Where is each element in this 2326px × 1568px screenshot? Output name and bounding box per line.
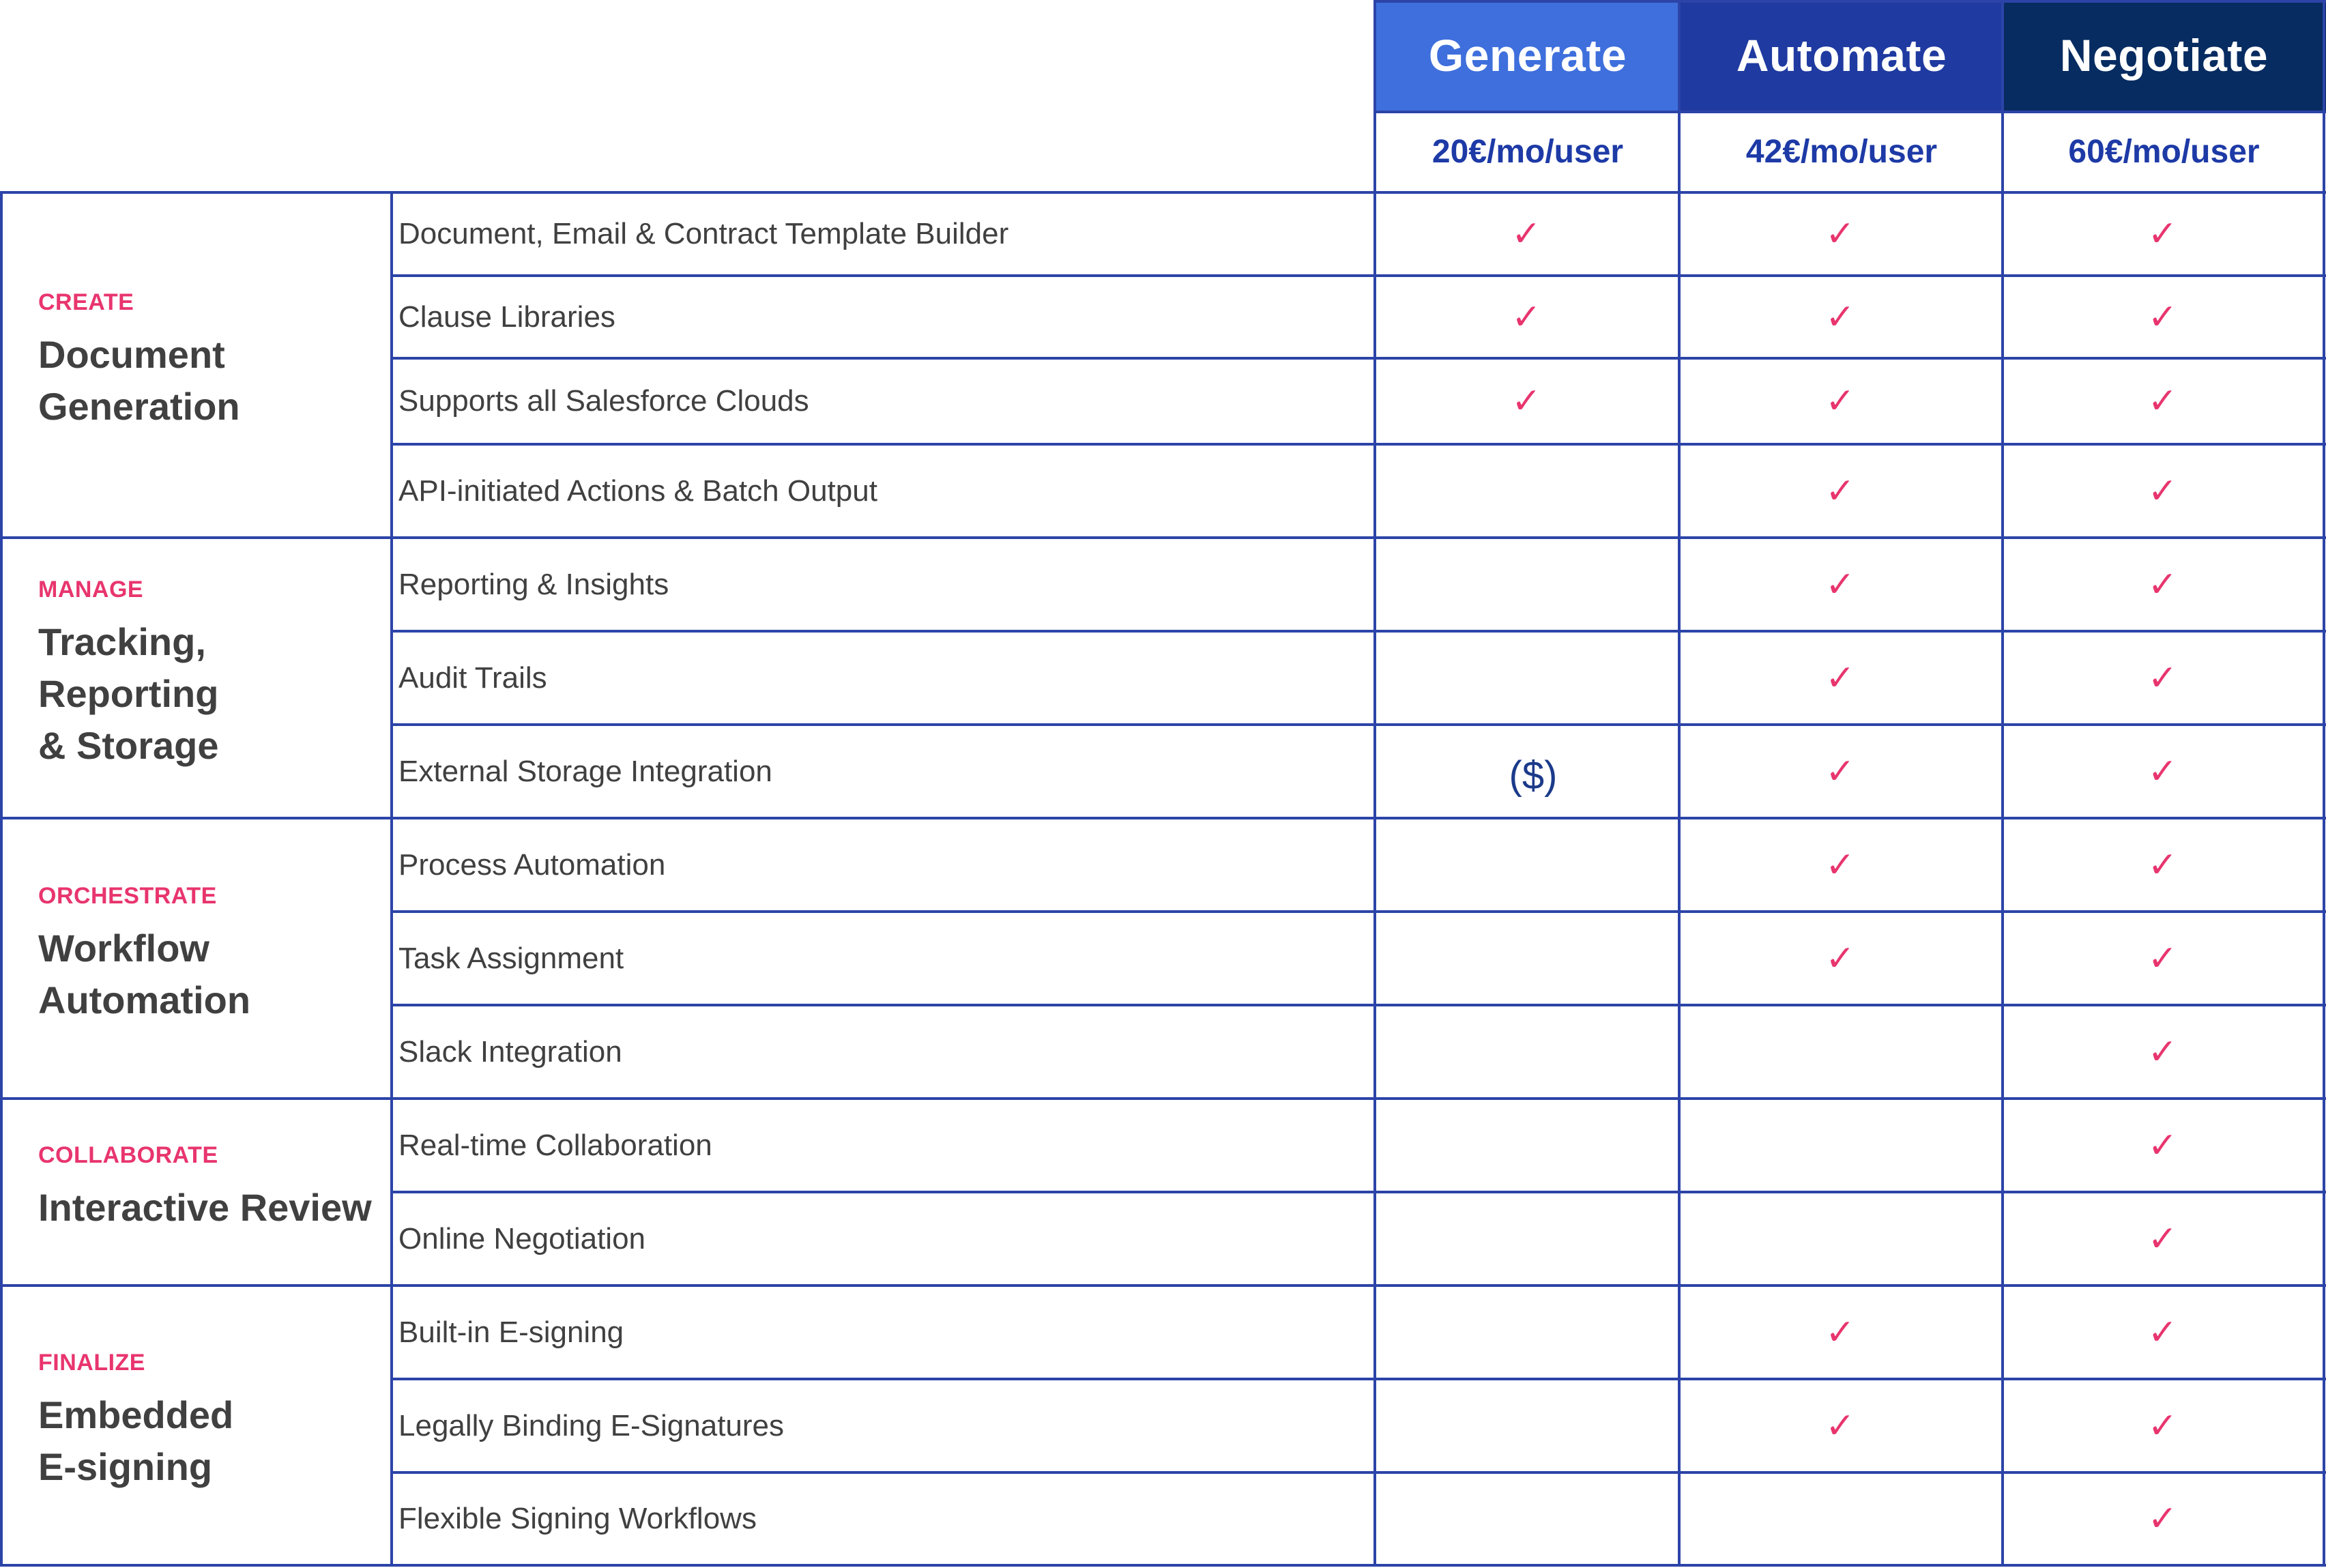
feature-label: Document, Email & Contract Template Builder xyxy=(398,217,1009,250)
table-border xyxy=(1374,111,2326,113)
check-icon: ✓ xyxy=(2147,214,2178,254)
check-icon: ✓ xyxy=(2147,1032,2178,1072)
feature-label: Online Negotiation xyxy=(398,1221,646,1255)
category-title: Tracking, Reporting & Storage xyxy=(38,620,219,767)
table-border xyxy=(390,1378,2326,1380)
feature-label: Reporting & Insights xyxy=(398,567,669,601)
feature-label: Slack Integration xyxy=(398,1034,622,1069)
plan-header-generate: Generate xyxy=(1374,0,1681,111)
check-icon: ✓ xyxy=(2147,1125,2178,1165)
check-icon: ✓ xyxy=(1825,938,1855,978)
check-icon: ✓ xyxy=(1825,297,1855,337)
table-border xyxy=(1374,0,2326,3)
category-tag: ORCHESTRATE xyxy=(38,882,217,909)
paid-addon-icon: ($) xyxy=(1509,753,1558,798)
check-icon: ✓ xyxy=(2147,658,2178,698)
check-icon: ✓ xyxy=(1825,564,1855,605)
check-icon: ✓ xyxy=(2147,845,2178,885)
plan-price-automate: 42€/mo/user xyxy=(1745,133,1938,170)
table-border xyxy=(0,1284,2326,1287)
check-icon: ✓ xyxy=(1825,658,1855,698)
table-border xyxy=(2323,0,2325,1567)
check-icon: ✓ xyxy=(2147,1499,2178,1539)
table-border xyxy=(1678,0,1681,1567)
table-border xyxy=(390,274,2326,277)
table-border xyxy=(390,630,2326,633)
feature-label: API-initiated Actions & Batch Output xyxy=(398,474,877,508)
category-tag: MANAGE xyxy=(38,576,144,602)
category-tag: COLLABORATE xyxy=(38,1142,218,1168)
plan-header-automate: Automate xyxy=(1678,0,2005,111)
table-border xyxy=(2001,0,2004,1567)
check-icon: ✓ xyxy=(2147,938,2178,978)
feature-label: External Storage Integration xyxy=(398,754,772,788)
check-icon: ✓ xyxy=(1825,751,1855,792)
table-border xyxy=(0,536,2326,539)
check-icon: ✓ xyxy=(2147,297,2178,337)
check-icon: ✓ xyxy=(1825,1406,1855,1446)
feature-label: Built-in E-signing xyxy=(398,1315,624,1349)
check-icon: ✓ xyxy=(2147,1219,2178,1259)
feature-label: Process Automation xyxy=(398,847,666,882)
plan-price-generate: 20€/mo/user xyxy=(1431,133,1624,170)
check-icon: ✓ xyxy=(1825,845,1855,885)
check-icon: ✓ xyxy=(2147,564,2178,605)
check-icon: ✓ xyxy=(1825,1312,1855,1352)
check-icon: ✓ xyxy=(2147,1312,2178,1352)
table-border xyxy=(390,1004,2326,1006)
feature-label: Flexible Signing Workflows xyxy=(398,1502,757,1535)
check-icon: ✓ xyxy=(1511,381,1541,421)
plan-header-negotiate: Negotiate xyxy=(2002,0,2326,111)
category-title: Document Generation xyxy=(38,333,240,428)
check-icon: ✓ xyxy=(2147,1406,2178,1446)
category-tag: CREATE xyxy=(38,289,134,315)
feature-label: Legally Binding E-Signatures xyxy=(398,1408,785,1442)
check-icon: ✓ xyxy=(1511,297,1541,337)
table-border xyxy=(390,723,2326,726)
check-icon: ✓ xyxy=(1825,471,1855,511)
table-border xyxy=(390,192,393,1567)
table-border xyxy=(390,1191,2326,1193)
table-border xyxy=(390,443,2326,446)
check-icon: ✓ xyxy=(1825,381,1855,421)
table-border xyxy=(0,1564,2326,1567)
feature-label: Real-time Collaboration xyxy=(398,1128,712,1162)
category-title: Embedded E-signing xyxy=(38,1393,234,1488)
category-tag: FINALIZE xyxy=(38,1350,145,1376)
table-border xyxy=(390,1471,2326,1474)
category-title: Interactive Review xyxy=(38,1186,372,1229)
category-title: Workflow Automation xyxy=(38,926,251,1021)
check-icon: ✓ xyxy=(2147,381,2178,421)
check-icon: ✓ xyxy=(2147,471,2178,511)
table-border xyxy=(390,910,2326,913)
table-border xyxy=(0,817,2326,819)
feature-label: Clause Libraries xyxy=(398,300,615,334)
feature-label: Supports all Salesforce Clouds xyxy=(398,384,809,418)
feature-label: Task Assignment xyxy=(398,941,624,975)
check-icon: ✓ xyxy=(1825,214,1855,254)
check-icon: ✓ xyxy=(1511,214,1541,254)
table-border xyxy=(390,357,2326,360)
table-border xyxy=(1373,0,1376,1567)
table-border xyxy=(0,191,2326,194)
table-border xyxy=(0,192,3,1567)
feature-label: Audit Trails xyxy=(398,660,547,695)
table-border xyxy=(0,1097,2326,1100)
check-icon: ✓ xyxy=(2147,751,2178,792)
plan-price-negotiate: 60€/mo/user xyxy=(2068,133,2260,170)
